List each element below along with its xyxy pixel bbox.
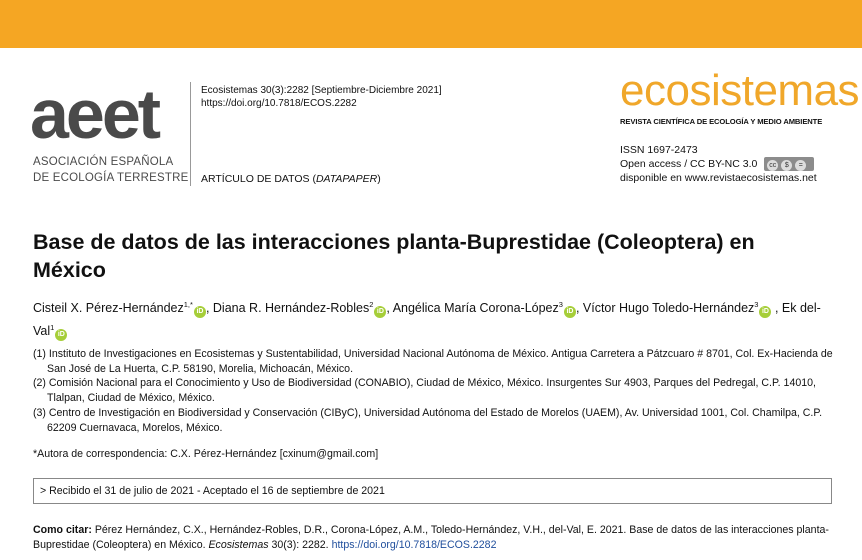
journal-info [201,84,442,110]
license-line: Open access / CC BY-NC 3.0 cc $ = [620,157,817,171]
author[interactable]: Ek del-Val$^1$iD [33,301,821,338]
author-list: Cisteil X. Pérez-Hernández$^{1,*}$iD , Diana R. Hernández-Robles$^2$iD , Angélica María Corona-López$^3$iD , Víctor Hugo Toledo-Hernández$^3$iD , Ek del-Val$^1$iD [33,295,833,341]
article-type-italic: DATAPAPER [315,173,378,185]
received-dates: > Recibido el 31 de julio de 2021 - Aceptado el 16 de septiembre de 2021 [33,478,832,504]
author[interactable]: Angélica María Corona-López$^3$iD [393,301,576,315]
author[interactable]: Víctor Hugo Toledo-Hernández$^3$iD [583,301,772,315]
issn: ISSN 1697-2473 [620,144,698,156]
citation-journal: Ecosistemas [208,538,269,551]
top-color-bar [0,0,862,48]
citation [33,523,843,552]
orcid-icon[interactable]: iD [759,306,771,318]
ecosistemas-tagline: REVISTA CIENTÍFICA DE ECOLOGÍA Y MEDIO AMBIENTE [620,117,823,126]
article-title: Base de datos de las interacciones planta-Buprestidae (Coleoptera) en México [33,230,755,282]
ecosistemas-info [620,143,817,185]
orcid-icon[interactable]: iD [194,306,206,318]
citation-doi-link[interactable]: https://doi.org/10.7818/ECOS.2282 [331,538,497,551]
aeet-logo: aeet [30,75,159,153]
citation-volume: 30(3): 2282. [268,538,332,551]
ecosistemas-logo: ecosistemas [620,66,860,115]
orcid-icon[interactable]: iD [374,306,386,318]
cc-license-icon[interactable]: cc $ = [764,157,814,171]
website[interactable]: disponible en www.revistaecosistemas.net [620,172,817,185]
article-type: ARTÍCULO DE DATOS (DATAPAPER) [201,173,381,185]
citation-text: Pérez Hernández, C.X., Hernández-Robles, D.R., Corona-López, A.M., Toledo-Hernández, V.H., del-Val, E. 2021. Base de datos de las interacciones planta-Buprestidae (Coleoptera) en México. [33,524,829,551]
orcid-icon[interactable]: iD [564,306,576,318]
correspondence: *Autora de correspondencia: C.X. Pérez-Hernández [cxinum@gmail.com] [33,448,379,460]
affiliation: (2) Comisión Nacional para el Conocimiento y Uso de Biodiversidad (CONABIO), Ciudad de México, México. Insurgentes Sur 4903, Parques del Pedregal, C.P. 14010, Tlalpan, Ciudad de México, México. [33,377,816,405]
journal-doi[interactable]: https://doi.org/10.7818/ECOS.2282 [201,98,357,109]
affiliations [33,347,843,435]
aeet-line-2: DE ECOLOGÍA TERRESTRE [33,172,189,184]
citation-label: Como citar: [33,524,92,536]
aeet-line-1: ASOCIACIÓN ESPAÑOLA [33,156,174,168]
header-divider [190,82,191,186]
affiliation: (3) Centro de Investigación en Biodiversidad y Conservación (CIByC), Universidad Autónoma del Estado de Morelos (UAEM), Av. Universidad 1001, Col. Chamilpa, C.P. 62209 Cuernavaca, Morelos, México. [33,406,823,434]
author[interactable]: Diana R. Hernández-Robles$^2$iD [213,301,387,315]
orcid-icon[interactable]: iD [55,329,67,341]
aeet-subtitle [33,154,188,186]
affiliation: (1) Instituto de Investigaciones en Ecosistemas y Sustentabilidad, Universidad Nacional Autónoma de México. Antigua Carretera a Pátzcuaro # 8701, Col. Ex-Hacienda de San José de La Huerta, C.P. 58190, Morelia, Michoacán, México. [33,348,833,375]
journal-issue: Ecosistemas 30(3):2282 [Septiembre-Diciembre 2021] [201,85,442,96]
author[interactable]: Cisteil X. Pérez-Hernández$^{1,*}$iD [33,301,206,315]
